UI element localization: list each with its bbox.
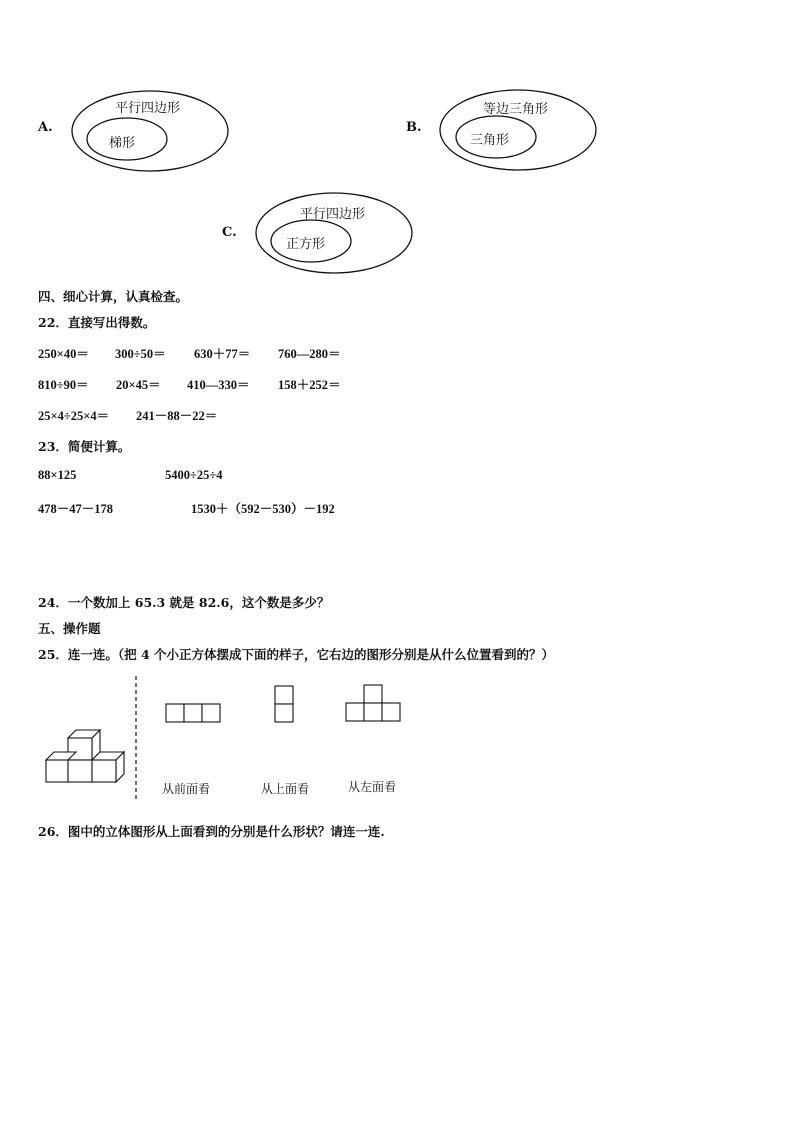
option-c-outer-label: 平行四边形 [300, 207, 366, 222]
question-23-title: 23．简便计算。 [38, 439, 131, 454]
q23-row1-item1: 88×125 [38, 468, 77, 482]
question-26: 26．图中的立体图形从上面看到的分别是什么形状？请连一连. [38, 824, 385, 839]
q23-row1-item2: 5400÷25÷4 [165, 468, 223, 482]
q22-row3-item1: 25×4÷25×4＝ [38, 409, 110, 423]
view-shape-2 [275, 686, 295, 724]
q22-row1-item4: 760—280＝ [278, 347, 341, 361]
view-label-front: 从前面看 [162, 782, 211, 796]
option-a-inner-label: 梯形 [109, 136, 136, 151]
question-22-title: 22．直接写出得数。 [38, 315, 156, 330]
cube-stack-figure [44, 720, 128, 784]
q22-row1-item1: 250×40＝ [38, 347, 89, 361]
dashed-divider [134, 676, 138, 800]
option-b-letter: B. [406, 120, 422, 135]
q23-row2-item1: 478－47－178 [38, 502, 114, 516]
view-shape-3 [346, 685, 402, 723]
option-b-outer-label: 等边三角形 [483, 102, 549, 117]
q22-row3-item2: 241－88－22＝ [136, 409, 218, 423]
q22-row2-item4: 158＋252＝ [278, 378, 341, 392]
option-c-inner-label: 正方形 [286, 237, 326, 252]
question-25-title: 25．连一连。（把 4 个小正方体摆成下面的样子，它右边的图形分别是从什么位置看到的？） [38, 647, 555, 662]
q22-row2-item2: 20×45＝ [116, 378, 161, 392]
view-label-top: 从上面看 [261, 782, 310, 796]
option-a-outer-label: 平行四边形 [115, 101, 181, 116]
q22-row2-item1: 810÷90＝ [38, 378, 89, 392]
q23-row2-item2: 1530＋（592－530）－192 [191, 502, 335, 516]
q22-row2-item3: 410—330＝ [187, 378, 250, 392]
option-a-letter: A. [38, 120, 53, 135]
view-label-left: 从左面看 [348, 780, 397, 794]
section-4-heading: 四、细心计算，认真检查。 [38, 289, 189, 304]
section-5-heading: 五、操作题 [38, 621, 101, 636]
q22-row1-item3: 630＋77＝ [194, 347, 251, 361]
question-24: 24．一个数加上 65.3 就是 82.6，这个数是多少？ [38, 595, 330, 610]
q22-row1-item2: 300÷50＝ [115, 347, 166, 361]
option-b-inner-label: 三角形 [470, 133, 510, 148]
view-shape-1 [166, 704, 222, 724]
option-c-letter: C. [222, 225, 237, 240]
